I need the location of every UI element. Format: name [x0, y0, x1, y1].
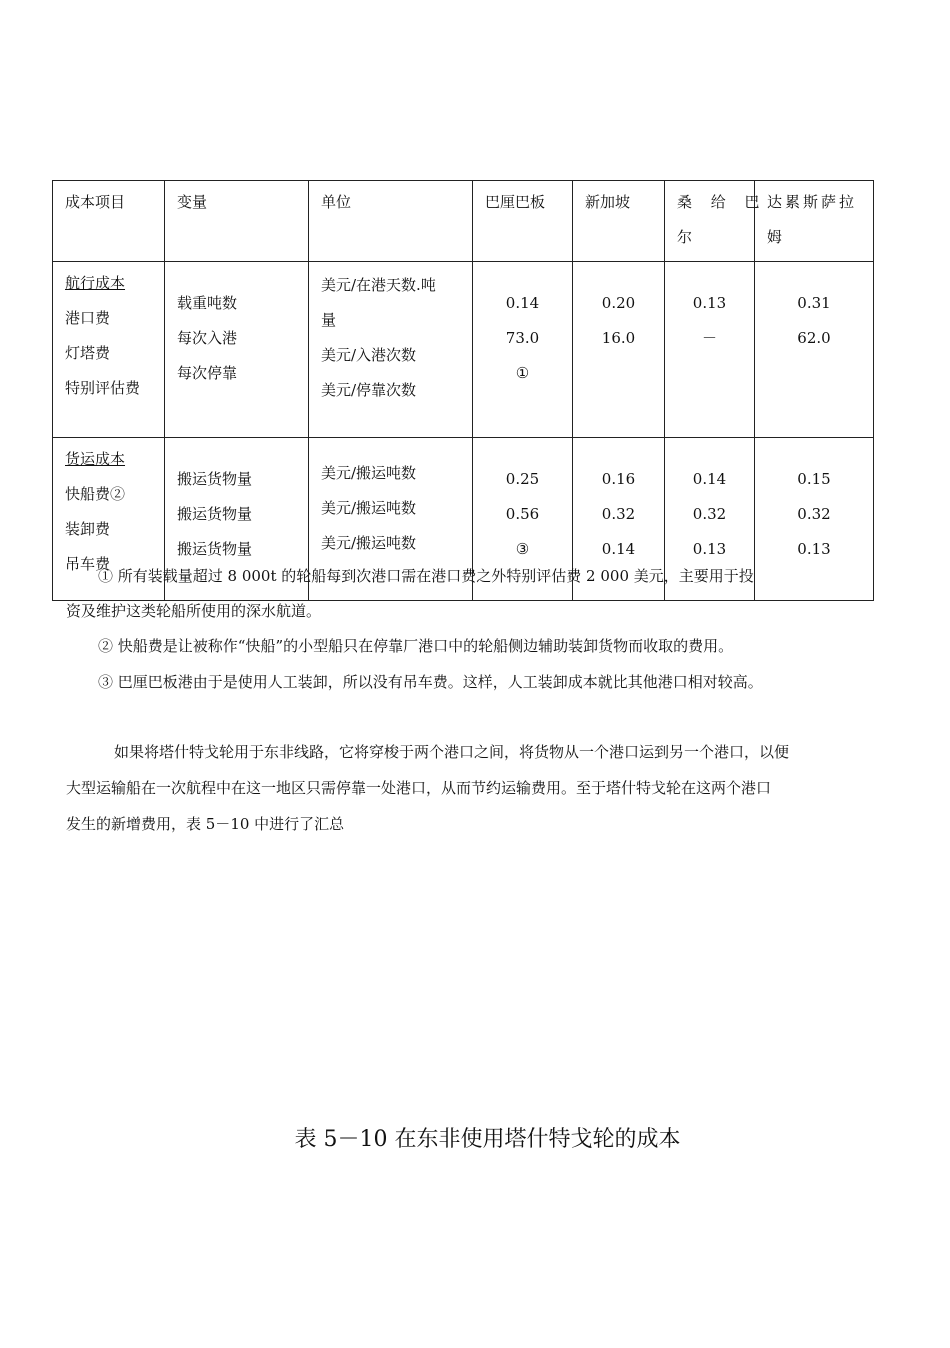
port-cost-table [52, 180, 874, 601]
voyage-cost-title: 航行成本 [65, 274, 126, 292]
footnote-1-line1: ① 所有装载量超过 8 000t 的轮船每到次港口需在港口费之外特别评估费 2 000 美元，主要用于投 [98, 567, 754, 585]
table-row-voyage-cost [53, 262, 874, 438]
cargo-cost-singapore: 0.16 0.32 0.14 [573, 438, 665, 601]
cargo-cost-units: 美元/搬运吨数 美元/搬运吨数 美元/搬运吨数 [309, 438, 473, 601]
paragraph-line-1: 如果将塔什特戈轮用于东非线路，它将穿梭于两个港口之间，将货物从一个港口运到另一个港口，以便 [114, 743, 790, 761]
header-dar-es-salaam: 达累斯萨拉 姆 [755, 181, 874, 262]
body-paragraph [66, 734, 866, 842]
cargo-cost-dar: 0.15 0.32 0.13 [755, 438, 874, 601]
header-balikpapan: 巴厘巴板 [473, 181, 573, 262]
paragraph-line-3: 发生的新增费用，表 5－10 中进行了汇总 [66, 815, 345, 833]
cargo-cost-variables: 搬运货物量 搬运货物量 搬运货物量 [165, 438, 309, 601]
voyage-cost-balikpapan: 0.14 73.0 ① [473, 262, 573, 438]
cargo-cost-balikpapan: 0.25 0.56 ③ [473, 438, 573, 601]
voyage-cost-units: 美元/在港天数.吨 量 美元/入港次数 美元/停靠次数 [309, 262, 473, 438]
header-zanzibar: 桑 给 巴 尔 [665, 181, 755, 262]
paragraph-line-2: 大型运输船在一次航程中在这一地区只需停靠一处港口，从而节约运输费用。至于塔什特戈轮在这两个港口 [66, 779, 772, 797]
voyage-cost-dar: 0.31 62.0 [755, 262, 874, 438]
cargo-cost-items: 货运成本 快船费② 装卸费 吊车费 [53, 438, 165, 601]
header-variable: 变量 [165, 181, 309, 262]
table-header-row [53, 181, 874, 262]
header-unit: 单位 [309, 181, 473, 262]
header-cost-item: 成本项目 [53, 181, 165, 262]
footnote-2: ② 快船费是让被称作“快船”的小型船只在停靠厂港口中的轮船侧边辅助装卸货物而收取的费用。 [98, 637, 734, 655]
header-singapore: 新加坡 [573, 181, 665, 262]
voyage-cost-singapore: 0.20 16.0 [573, 262, 665, 438]
voyage-cost-zanzibar: 0.13 － [665, 262, 755, 438]
table-caption: 表 5－10 在东非使用塔什特戈轮的成本 [294, 1127, 681, 1152]
voyage-cost-items: 航行成本 港口费 灯塔费 特别评估费 [53, 262, 165, 438]
cargo-cost-zanzibar: 0.14 0.32 0.13 [665, 438, 755, 601]
cargo-cost-title: 货运成本 [65, 450, 126, 468]
footnote-3: ③ 巴厘巴板港由于是使用人工装卸，所以没有吊车费。这样，人工装卸成本就比其他港口相对较高。 [98, 673, 763, 691]
footnote-1-line2: 资及维护这类轮船所使用的深水航道。 [66, 602, 322, 620]
voyage-cost-variables: 载重吨数 每次入港 每次停靠 [165, 262, 309, 438]
